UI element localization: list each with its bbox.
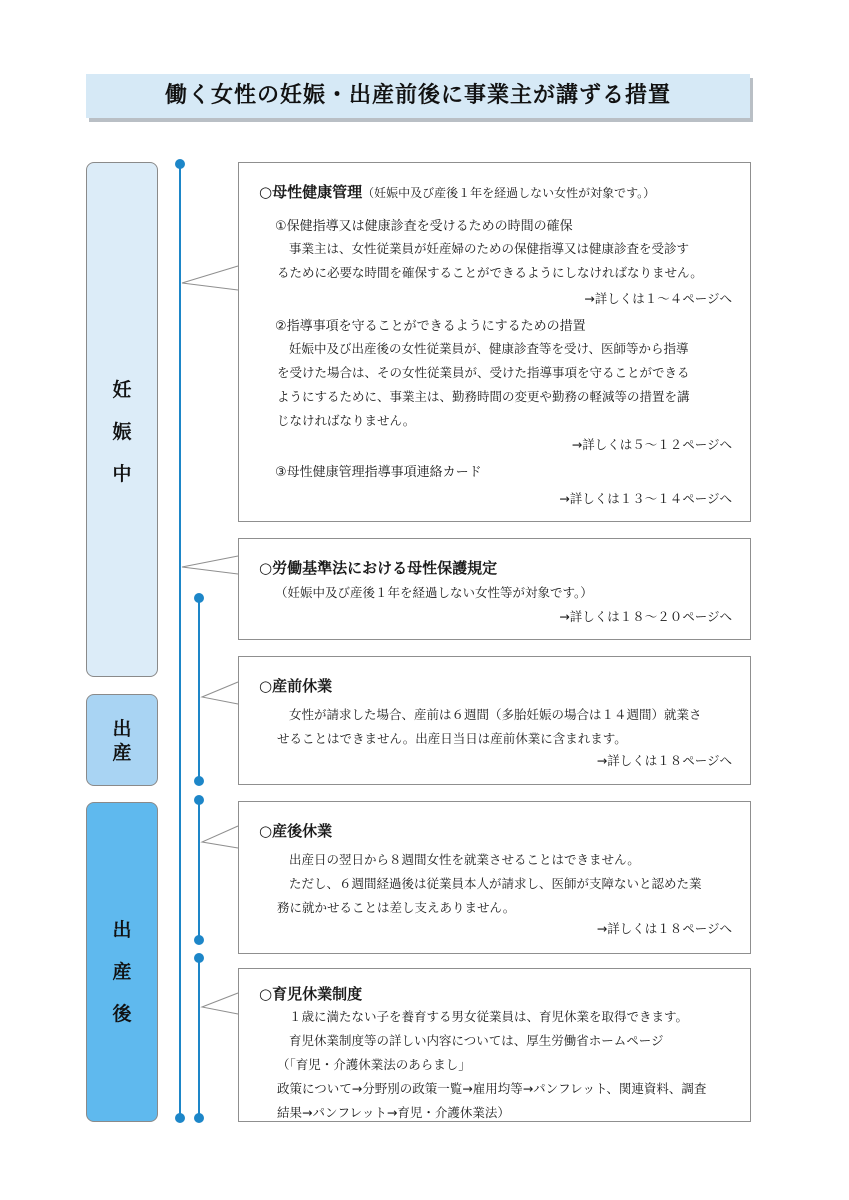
- callout-pointer: [202, 993, 238, 1014]
- box-heading: ○産前休業: [259, 677, 333, 695]
- stage-char: 産: [112, 961, 132, 983]
- stage-char: 中: [112, 463, 132, 485]
- page-reference: →詳しくは１８ページへ: [596, 921, 732, 936]
- item-text: 事業主は、女性従業員が妊産婦のための保健指導又は健康診査を受診す るために必要な時間を確保することができるようにしなければなりません。: [277, 241, 703, 280]
- box-childcare-leave: [238, 968, 751, 1122]
- box-heading: ○母性健康管理（妊娠中及び産後１年を経過しない女性が対象です。）: [259, 183, 656, 201]
- timeline-dot: [176, 160, 184, 168]
- box-heading: ○産後休業: [259, 822, 333, 840]
- page-reference: →詳しくは１８～２０ページへ: [559, 609, 732, 624]
- callout-pointer: [202, 826, 238, 848]
- box-heading: ○労働基準法における母性保護規定: [259, 559, 498, 577]
- callout-pointer: [182, 556, 238, 574]
- stage-char: 妊: [112, 379, 132, 401]
- stage-char: 産: [112, 742, 132, 764]
- stage-char: 出: [112, 919, 132, 941]
- timeline-dot: [195, 1114, 203, 1122]
- callout-pointer: [202, 682, 238, 704]
- box-heading: ○育児休業制度: [259, 985, 363, 1003]
- timeline-dot: [195, 954, 203, 962]
- box-note: （妊娠中及び産後１年を経過しない女性等が対象です。）: [275, 585, 593, 600]
- box-prenatal-leave: [238, 656, 751, 785]
- box-text: １歳に満たない子を養育する男女従業員は、育児休業を取得できます。 育児休業制度等の詳しい内容については、厚生労働省ホームページ （「育児・介護休業法のあらまし」 政策について→分野別の政策一覧→雇用均等→パンフレット、関連資料、調査 結果→パンフレット→育児・介護休業法）: [277, 1009, 707, 1120]
- stage-char: 後: [112, 1003, 132, 1025]
- timeline-dot: [176, 1114, 184, 1122]
- box-maternal-health: [238, 162, 751, 522]
- box-note: （妊娠中及び産後１年を経過しない女性が対象です。）: [362, 186, 656, 200]
- box-labor-standards: [238, 538, 751, 640]
- timeline-dot: [195, 936, 203, 944]
- timeline-dot: [195, 777, 203, 785]
- item-title: ③母性健康管理指導事項連絡カード: [275, 465, 482, 480]
- item-title: ②指導事項を守ることができるようにするための措置: [275, 319, 586, 334]
- item-title: ①保健指導又は健康診査を受けるための時間の確保: [275, 219, 573, 234]
- page-reference: →詳しくは１３～１４ページへ: [559, 491, 732, 506]
- item-text: 妊娠中及び出産後の女性従業員が、健康診査等を受け、医師等から指導 を受けた場合は、その女性従業員が、受けた指導事項を守ることができる ようにするために、事業主は、勤務時間の変更や勤務の軽減等の措置を講 じなければなりません。: [277, 341, 690, 428]
- callout-pointer: [182, 266, 238, 290]
- page-reference: →詳しくは５～１２ページへ: [571, 437, 732, 452]
- box-postnatal-leave: [238, 801, 751, 954]
- stage-char: 出: [112, 718, 132, 740]
- page-title: 働く女性の妊娠・出産前後に事業主が講ずる措置: [164, 83, 671, 108]
- stage-char: 娠: [112, 421, 132, 443]
- timeline-dot: [195, 594, 203, 602]
- box-text: 女性が請求した場合、産前は６週間（多胎妊娠の場合は１４週間）就業さ せることはできません。出産日当日は産前休業に含まれます。: [277, 707, 702, 746]
- box-text: 出産日の翌日から８週間女性を就業させることはできません。 ただし、６週間経過後は従業員本人が請求し、医師が支障ないと認めた業 務に就かせることは差し支えありません。: [277, 852, 702, 915]
- timeline-dot: [195, 796, 203, 804]
- page-reference: →詳しくは１～４ページへ: [584, 291, 732, 306]
- page-reference: →詳しくは１８ページへ: [596, 753, 732, 768]
